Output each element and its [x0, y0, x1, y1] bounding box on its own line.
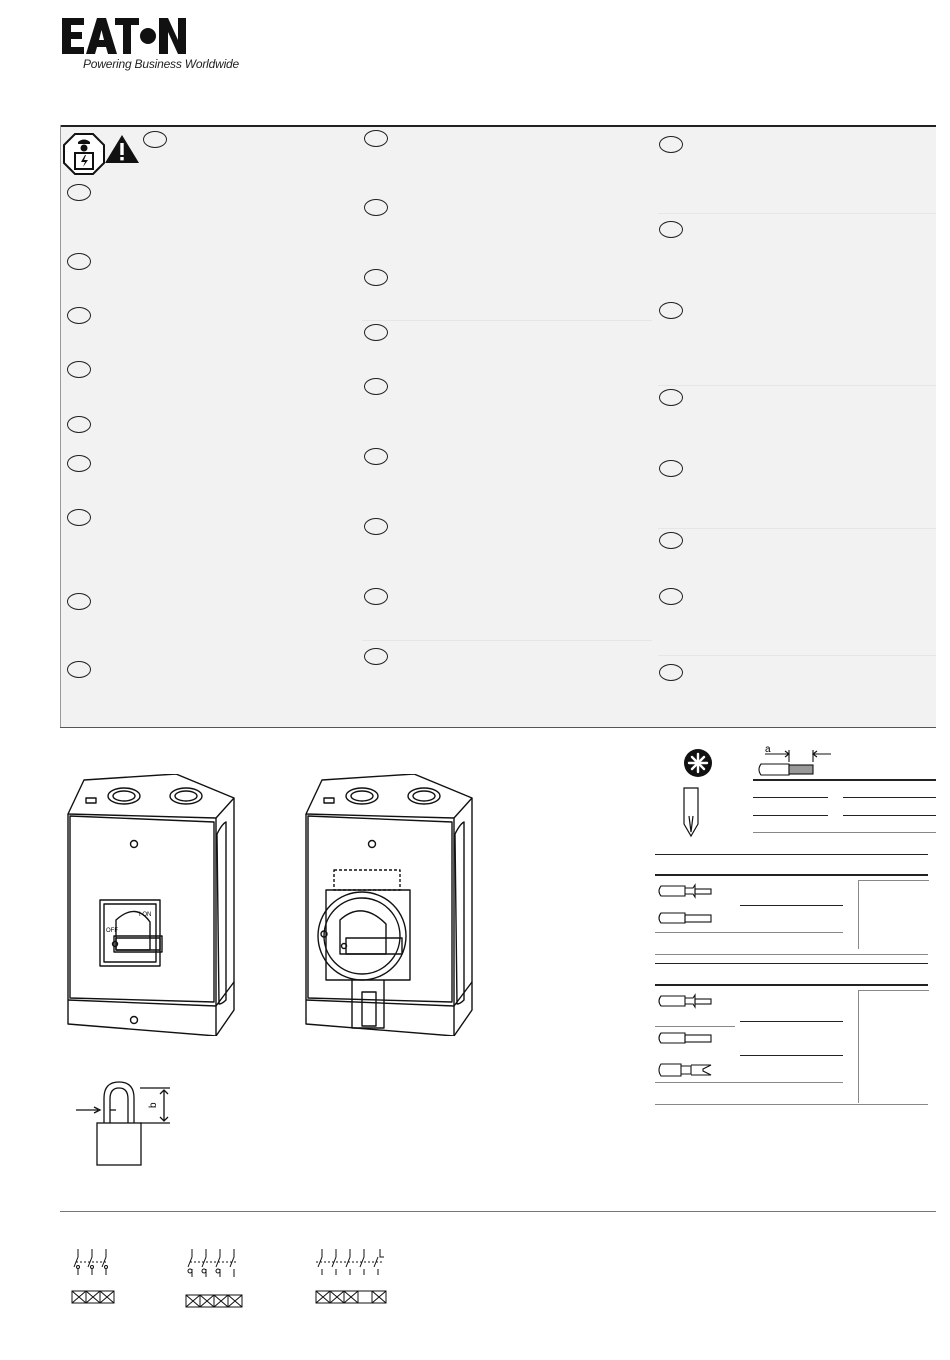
language-marker — [67, 253, 91, 270]
separator — [658, 213, 936, 214]
separator — [658, 528, 936, 529]
strip-length-diagram — [755, 740, 835, 780]
eaton-logo — [62, 18, 187, 54]
language-marker — [364, 518, 388, 535]
table-rule — [843, 815, 936, 816]
top-rule — [60, 125, 936, 127]
language-marker — [659, 588, 683, 605]
table-rule — [655, 963, 928, 964]
circuit-4-pole — [180, 1245, 246, 1311]
table-rule — [655, 854, 928, 855]
language-marker — [364, 199, 388, 216]
switch-enclosure-open — [302, 774, 482, 1036]
language-marker — [659, 302, 683, 319]
language-marker — [364, 130, 388, 147]
ferrule-plain-icon — [657, 1030, 713, 1046]
panel-left-border — [60, 125, 61, 728]
instruction-panel — [61, 127, 936, 727]
padlock-diagram — [74, 1080, 194, 1170]
table-rule — [655, 1104, 928, 1105]
circuit-3-pole — [66, 1245, 120, 1307]
table-rule — [753, 815, 828, 816]
language-marker — [659, 460, 683, 477]
table-rule — [655, 1082, 843, 1083]
table-rule — [740, 1055, 843, 1056]
table-rule — [753, 797, 828, 798]
fork-lug-icon — [657, 1061, 713, 1079]
handle-on-label: I ON — [139, 912, 152, 918]
language-marker — [659, 532, 683, 549]
dimension-a-label: a — [765, 744, 771, 755]
language-marker — [364, 269, 388, 286]
language-marker — [67, 361, 91, 378]
language-marker — [143, 131, 167, 148]
language-marker — [67, 509, 91, 526]
table-rule — [655, 1026, 735, 1027]
language-marker — [659, 221, 683, 238]
table-rule — [753, 832, 936, 833]
warning-icon — [104, 134, 140, 164]
table-rule — [753, 779, 936, 781]
table-rule — [843, 797, 936, 798]
language-marker — [364, 648, 388, 665]
table-cell — [858, 880, 929, 949]
pozidriv-icon — [683, 748, 713, 778]
table-rule — [740, 1021, 843, 1022]
dimension-b-label: b — [148, 1102, 159, 1108]
switch-enclosure-closed — [64, 774, 244, 1036]
bottom-rule — [60, 1211, 936, 1212]
language-marker — [67, 661, 91, 678]
language-marker — [659, 664, 683, 681]
language-marker — [67, 593, 91, 610]
language-marker — [364, 448, 388, 465]
table-rule — [740, 905, 843, 906]
separator — [362, 640, 652, 641]
language-marker — [67, 307, 91, 324]
language-marker — [364, 588, 388, 605]
table-rule — [655, 932, 843, 933]
language-marker — [67, 184, 91, 201]
table-cell — [858, 990, 929, 1103]
separator — [362, 320, 652, 321]
language-marker — [364, 324, 388, 341]
table-rule — [655, 954, 928, 955]
language-marker — [67, 455, 91, 472]
ferrule-plain-icon — [657, 910, 713, 926]
handle-off-label: OFF — [106, 928, 118, 934]
table-rule — [655, 984, 928, 986]
language-marker — [659, 389, 683, 406]
screwdriver-icon — [681, 786, 701, 838]
electrician-icon — [63, 133, 105, 175]
language-marker — [364, 378, 388, 395]
language-marker — [67, 416, 91, 433]
separator — [658, 655, 936, 656]
language-marker — [659, 136, 683, 153]
separator — [658, 385, 936, 386]
middle-rule — [60, 727, 936, 728]
circuit-5-pole — [312, 1245, 392, 1307]
ferrule-insulated-icon — [657, 883, 713, 899]
table-rule — [655, 874, 928, 876]
ferrule-insulated-icon — [657, 993, 713, 1009]
brand-tagline: Powering Business Worldwide — [83, 57, 240, 71]
